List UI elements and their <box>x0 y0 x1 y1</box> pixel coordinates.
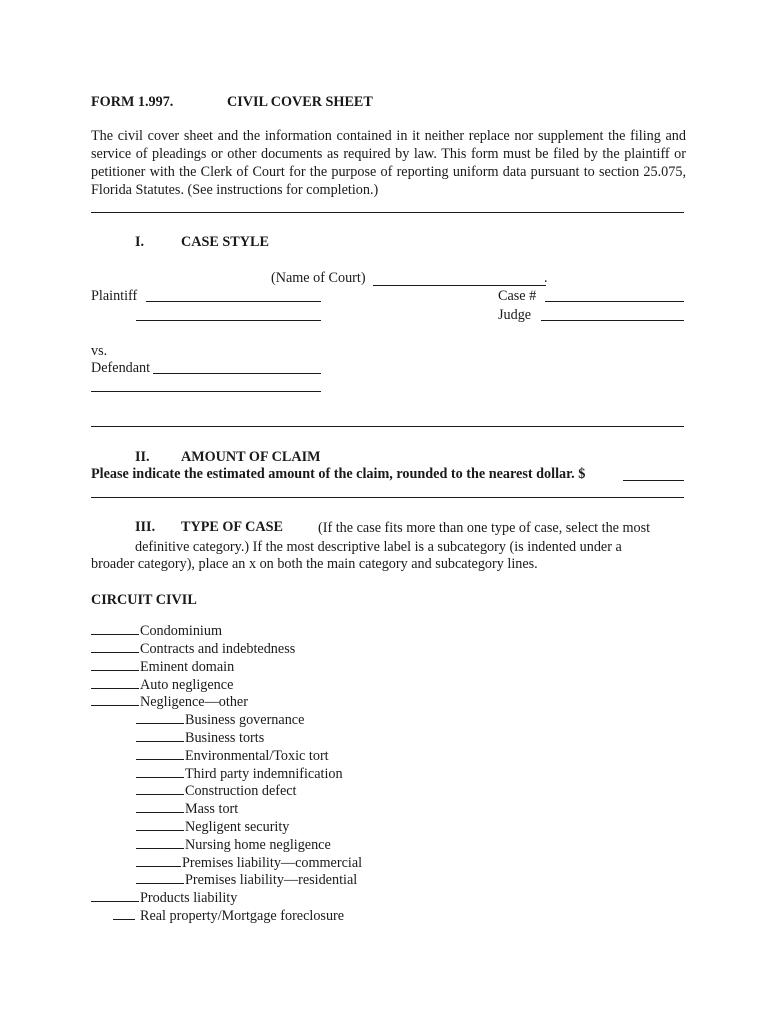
section-3-number: III. <box>135 519 156 535</box>
checkbox-line[interactable] <box>136 782 184 795</box>
case-type-item: Products liability <box>91 889 237 907</box>
case-type-item: Negligence—other <box>91 693 248 711</box>
case-subtype-item: Premises liability—residential <box>136 871 357 889</box>
case-subtype-item: Environmental/Toxic tort <box>136 747 329 765</box>
section-2-number: II. <box>135 449 150 465</box>
checkbox-line[interactable] <box>91 658 139 671</box>
case-subtype-item: Third party indemnification <box>136 765 343 783</box>
judge-field[interactable] <box>541 320 684 321</box>
checkbox-line[interactable] <box>113 907 135 920</box>
checkbox-line[interactable] <box>136 711 184 724</box>
defendant-field-2[interactable] <box>91 391 321 392</box>
section-3-title: TYPE OF CASE <box>181 519 283 535</box>
checkbox-line[interactable] <box>136 854 181 867</box>
section-3-text: (If the case fits more than one type of case, select the most <box>318 520 651 536</box>
section-3-text: definitive category.) If the most descriptive label is a subcategory (is indented under a <box>135 539 622 555</box>
case-subtype-item: Business governance <box>136 711 304 729</box>
checkbox-line[interactable] <box>136 729 184 742</box>
intro-paragraph: The civil cover sheet and the information contained in it neither replace nor supplement the filing and service of pleadings or other documents as required by law. This form must be filed by the plaintiff or petitioner with the Clerk of Court for the purpose of reporting uniform data pursuant to section 25.075, Florida Statutes. (See instructions for completion.) <box>91 128 686 198</box>
checkbox-line[interactable] <box>136 818 184 831</box>
case-type-item: Real property/Mortgage foreclosure <box>113 907 344 925</box>
form-number: FORM 1.997. <box>91 94 174 110</box>
checkbox-line[interactable] <box>136 747 184 760</box>
checkbox-line[interactable] <box>91 693 139 706</box>
section-1-title: CASE STYLE <box>181 234 269 250</box>
divider <box>91 212 684 213</box>
plaintiff-label: Plaintiff <box>91 288 138 304</box>
checkbox-line[interactable] <box>91 622 139 635</box>
case-subtype-item: Construction defect <box>136 782 297 800</box>
claim-amount-field[interactable] <box>623 480 684 481</box>
court-name-period: . <box>544 270 548 286</box>
court-name-field[interactable] <box>373 285 546 286</box>
case-type-item: Condominium <box>91 622 222 640</box>
checkbox-line[interactable] <box>91 640 139 653</box>
case-number-label: Case # <box>498 288 537 304</box>
divider <box>91 497 684 498</box>
plaintiff-field-2[interactable] <box>136 320 321 321</box>
case-subtype-item: Nursing home negligence <box>136 836 331 854</box>
section-1-number: I. <box>135 234 145 250</box>
defendant-field[interactable] <box>153 373 321 374</box>
plaintiff-field[interactable] <box>146 301 321 302</box>
page-title: CIVIL COVER SHEET <box>227 94 373 110</box>
divider <box>91 426 684 427</box>
vs-label: vs. <box>91 343 108 359</box>
case-type-item: Eminent domain <box>91 658 234 676</box>
judge-label: Judge <box>498 307 532 323</box>
case-number-field[interactable] <box>545 301 684 302</box>
claim-amount-prompt: Please indicate the estimated amount of the claim, rounded to the nearest dollar. $ <box>91 466 586 482</box>
court-name-label: (Name of Court) <box>271 270 366 286</box>
checkbox-line[interactable] <box>136 836 184 849</box>
circuit-civil-heading: CIRCUIT CIVIL <box>91 592 197 608</box>
case-subtype-item: Business torts <box>136 729 264 747</box>
case-type-item: Auto negligence <box>91 676 233 694</box>
case-subtype-item: Mass tort <box>136 800 238 818</box>
section-2-title: AMOUNT OF CLAIM <box>181 449 321 465</box>
checkbox-line[interactable] <box>136 871 184 884</box>
section-3-text: broader category), place an x on both the main category and subcategory lines. <box>91 556 538 572</box>
case-subtype-item: Negligent security <box>136 818 289 836</box>
checkbox-line[interactable] <box>136 765 184 778</box>
checkbox-line[interactable] <box>136 800 184 813</box>
defendant-label: Defendant <box>91 360 151 376</box>
case-type-item: Contracts and indebtedness <box>91 640 295 658</box>
case-subtype-item: Premises liability—commercial <box>136 854 362 872</box>
checkbox-line[interactable] <box>91 676 139 689</box>
checkbox-line[interactable] <box>91 889 139 902</box>
